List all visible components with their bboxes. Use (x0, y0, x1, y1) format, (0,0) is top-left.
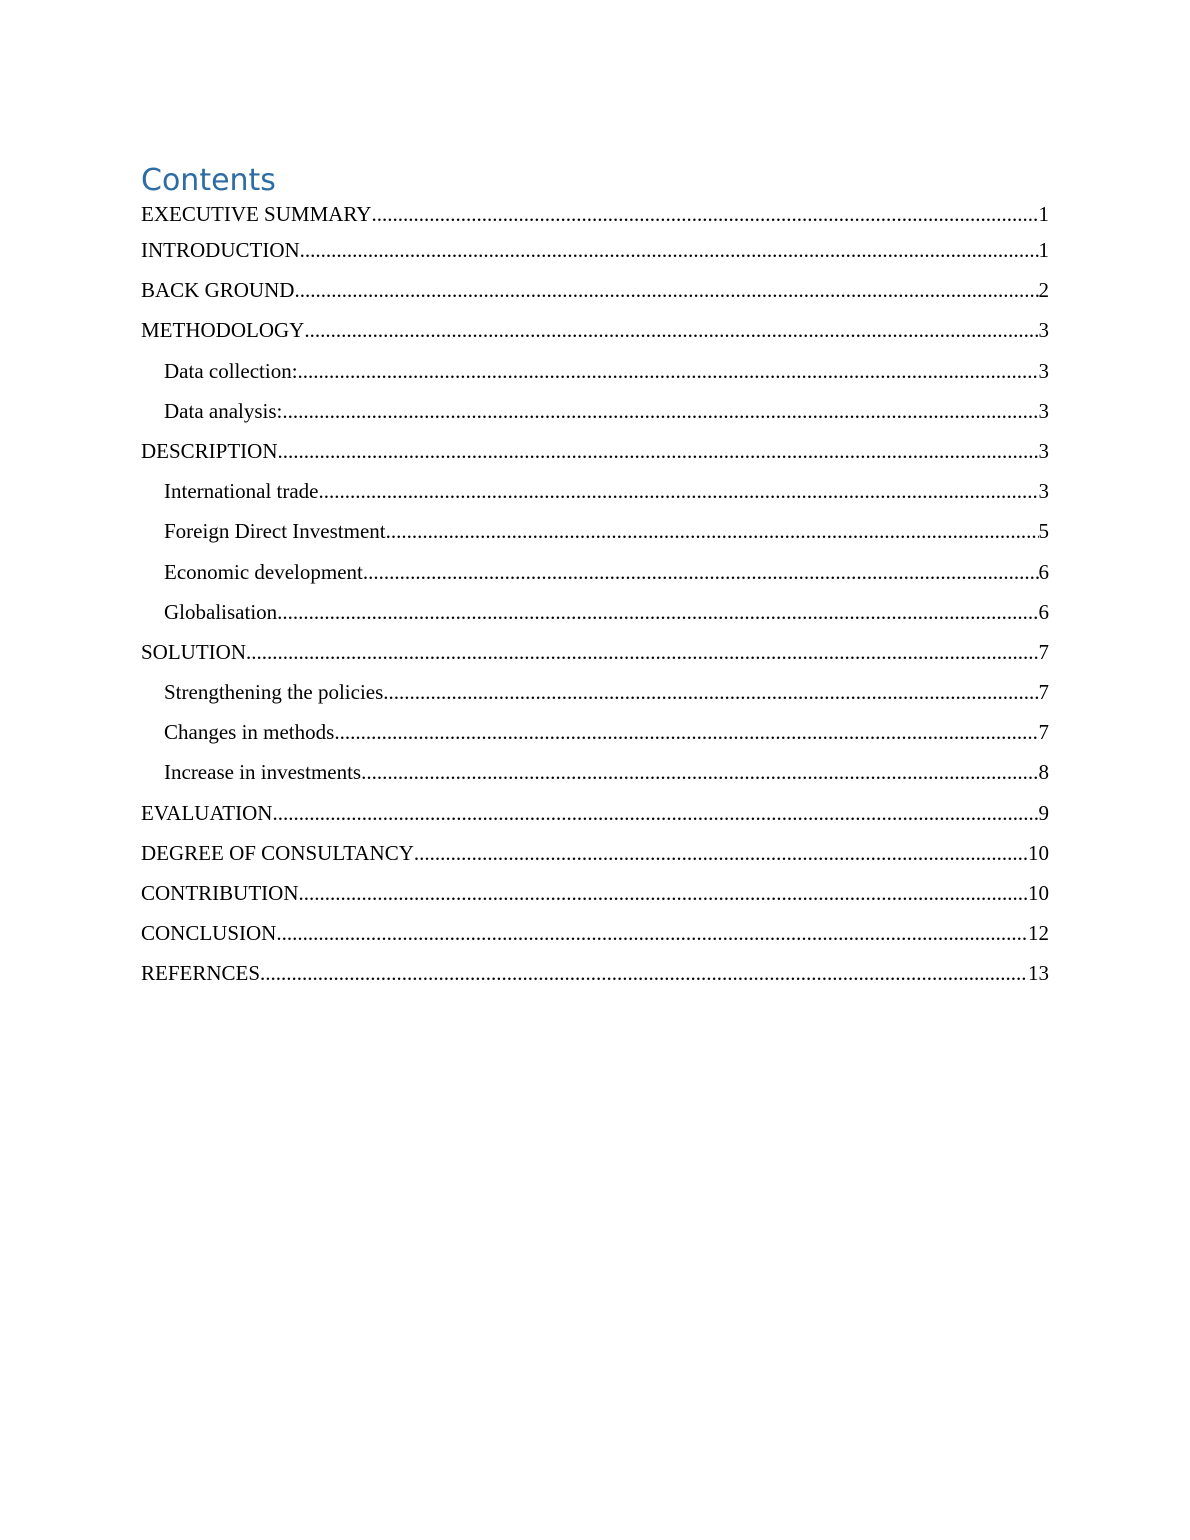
toc-entry-label: Foreign Direct Investment (164, 519, 386, 544)
toc-entry-page-number: 7 (1038, 680, 1049, 705)
toc-entry-label: Increase in investments (164, 760, 362, 785)
toc-entry[interactable] (141, 439, 1049, 479)
table-of-contents (141, 160, 1049, 1002)
toc-entry[interactable] (141, 881, 1049, 921)
toc-entry[interactable] (141, 600, 1049, 640)
toc-entry[interactable] (141, 640, 1049, 680)
toc-entry[interactable] (141, 801, 1049, 841)
toc-entry-page-number: 5 (1038, 519, 1049, 544)
toc-entry[interactable] (141, 921, 1049, 961)
toc-dot-leader (246, 640, 1039, 665)
toc-dot-leader (361, 760, 1038, 785)
toc-dot-leader (294, 278, 1038, 303)
toc-entry[interactable] (141, 479, 1049, 519)
toc-dot-leader (277, 600, 1038, 625)
toc-entry[interactable] (141, 560, 1049, 600)
toc-entry-label: DESCRIPTION (141, 438, 278, 463)
toc-heading: Contents (141, 163, 276, 198)
toc-dot-leader (278, 439, 1039, 464)
toc-dot-leader (319, 479, 1039, 504)
toc-entry-page-number: 3 (1038, 479, 1049, 504)
toc-entry-page-number: 10 (1028, 840, 1049, 865)
toc-entry-page-number: 13 (1028, 961, 1049, 986)
toc-dot-leader (334, 720, 1038, 745)
toc-entry[interactable] (141, 359, 1049, 399)
toc-entry-page-number: 9 (1038, 800, 1049, 825)
toc-entry[interactable] (141, 720, 1049, 760)
toc-dot-leader (272, 801, 1038, 826)
toc-entry-label: EXECUTIVE SUMMARY (141, 202, 372, 226)
toc-entry[interactable] (141, 238, 1049, 278)
toc-entry-page-number: 6 (1038, 599, 1049, 624)
toc-entry-label: Globalisation (164, 599, 278, 624)
toc-dot-leader (282, 399, 1038, 424)
toc-dot-leader (304, 318, 1038, 343)
toc-entry-page-number: 8 (1038, 760, 1049, 785)
toc-entry-page-number: 2 (1038, 278, 1049, 303)
toc-entry-page-number: 3 (1038, 438, 1049, 463)
toc-entry[interactable] (141, 399, 1049, 439)
toc-entry[interactable] (141, 961, 1049, 1001)
toc-entry-label: Data collection: (164, 358, 298, 383)
toc-entry-page-number: 1 (1038, 202, 1049, 226)
toc-entry-page-number: 6 (1038, 559, 1049, 584)
toc-entry-label: INTRODUCTION (141, 238, 300, 262)
toc-entry-page-number: 1 (1038, 238, 1049, 262)
toc-dot-leader (299, 881, 1029, 906)
toc-entry-label: Strengthening the policies (164, 680, 384, 705)
toc-entry-label: CONTRIBUTION (141, 881, 299, 905)
toc-entry[interactable] (141, 680, 1049, 720)
toc-list (141, 202, 1049, 1002)
toc-dot-leader (414, 841, 1028, 866)
toc-entry-label: METHODOLOGY (141, 318, 305, 343)
toc-dot-leader (383, 680, 1038, 705)
toc-entry-page-number: 10 (1028, 881, 1049, 905)
toc-dot-leader (298, 359, 1039, 384)
toc-entry-page-number: 3 (1038, 358, 1049, 383)
toc-entry-label: CONCLUSION (141, 921, 277, 946)
toc-dot-leader (276, 921, 1028, 946)
toc-entry-label: REFERNCES (141, 961, 261, 986)
toc-entry-page-number: 7 (1038, 639, 1049, 664)
toc-entry[interactable] (141, 760, 1049, 800)
toc-entry-page-number: 12 (1028, 921, 1049, 946)
toc-entry-label: EVALUATION (141, 800, 273, 825)
toc-entry-page-number: 3 (1038, 318, 1049, 343)
toc-entry[interactable] (141, 278, 1049, 318)
toc-entry-label: Economic development (164, 559, 363, 584)
toc-entry-label: DEGREE OF CONSULTANCY (141, 840, 414, 865)
toc-entry[interactable] (141, 318, 1049, 358)
toc-entry-label: International trade (164, 479, 319, 504)
toc-entry-label: SOLUTION (141, 639, 246, 664)
toc-dot-leader (386, 519, 1039, 544)
toc-entry-label: Data analysis: (164, 398, 283, 423)
toc-dot-leader (300, 238, 1039, 263)
toc-entry-page-number: 7 (1038, 720, 1049, 745)
toc-dot-leader (363, 560, 1039, 585)
toc-dot-leader (371, 202, 1038, 227)
toc-entry[interactable] (141, 202, 1049, 238)
toc-entry-label: BACK GROUND (141, 278, 295, 303)
toc-entry[interactable] (141, 841, 1049, 881)
toc-entry[interactable] (141, 519, 1049, 559)
toc-entry-label: Changes in methods (164, 720, 335, 745)
toc-dot-leader (260, 961, 1028, 986)
toc-entry-page-number: 3 (1038, 398, 1049, 423)
